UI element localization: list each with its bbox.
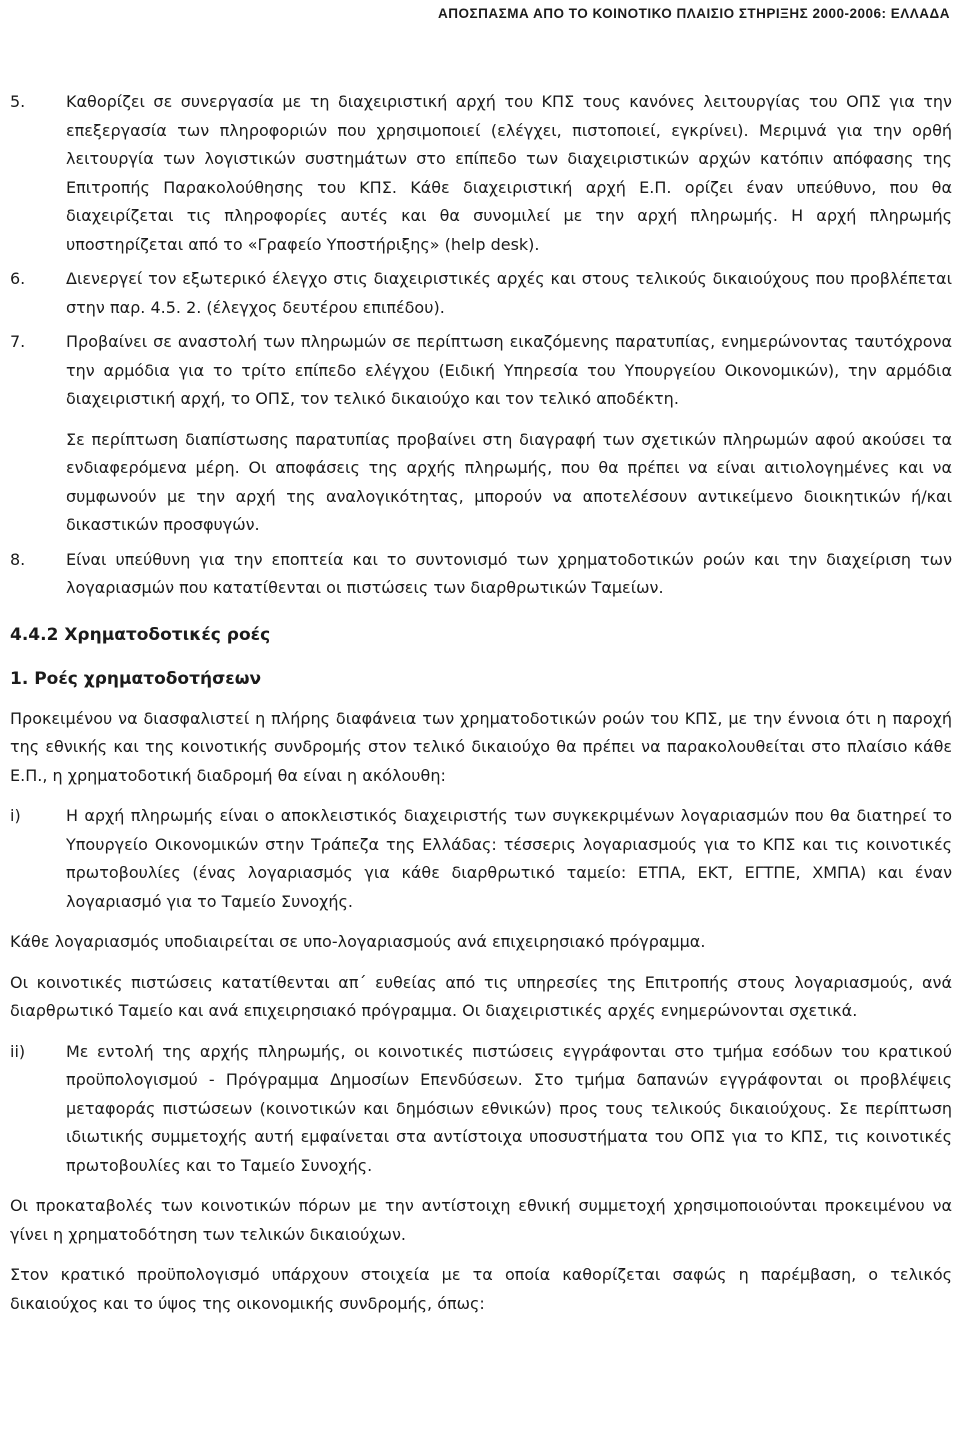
document-header: ΑΠΟΣΠΑΣΜΑ ΑΠΟ ΤΟ ΚΟΙΝΟΤΙΚΟ ΠΛΑΙΣΙΟ ΣΤΗΡΙΞΗΣ 2000-2006: ΕΛΛΑΔΑ — [438, 6, 950, 21]
paragraph: Στον κρατικό προϋπολογισμό υπάρχουν στοιχεία με τα οποία καθορίζεται σαφώς η παρέμβαση, ο τελικός δικαιούχος και το ύψος της οικονομικής συνδρομής, όπως: — [10, 1265, 952, 1313]
item-text: Διενεργεί τον εξωτερικό έλεγχο στις διαχειριστικές αρχές και στους τελικούς δικαιούχους που προβλέπεται στην παρ. 4.5. 2. (έλεγχος δευτέρου επιπέδου). — [66, 269, 952, 317]
roman-item-ii — [10, 1038, 952, 1181]
list-item-7 — [10, 328, 952, 414]
item-number: i) — [10, 806, 21, 825]
paragraph: Οι κοινοτικές πιστώσεις κατατίθενται απ΄ ευθείας από τις υπηρεσίες της Επιτροπής στους λογαριασμούς, ανά διαρθρωτικό Ταμείο και ανά επιχειρησιακό πρόγραμμα. Οι διαχειριστικές αρχές ενημερώνονται σχετικά. — [10, 972, 952, 1020]
section-heading: 4.4.2 Χρηματοδοτικές ροές — [10, 624, 271, 645]
item-text: Προβαίνει σε αναστολή των πληρωμών σε περίπτωση εικαζόμενης παρατυπίας, ενημερώνοντας ταυτόχρονα την αρμόδια για το τρίτο επίπεδο ελέγχου (Ειδική Υπηρεσία του Υπουργείου Οικονομικών), την αρμόδια διαχειριστική αρχή, το ΟΠΣ, τον τελικό δικαιούχο και τον τελικό αποδέκτη. — [66, 332, 952, 408]
item-text: Είναι υπεύθυνη για την εποπτεία και το συντονισμό των χρηματοδοτικών ροών και την διαχείριση των λογαριασμών που κατατίθενται οι πιστώσεις των διαρθρωτικών Ταμείων. — [66, 549, 952, 597]
item-text: Η αρχή πληρωμής είναι ο αποκλειστικός διαχειριστής των συγκεκριμένων λογαριασμών που θα διατηρεί το Υπουργείο Οικονομικών στην Τράπεζα της Ελλάδας: τέσσερις λογαριασμούς για το ΚΠΣ και τις κοινοτικές πρωτοβουλίες (ένας λογαριασμός για κάθε διαρθρωτικό ταμείο: ΕΤΠΑ, ΕΚΤ, ΕΓΤΠΕ, ΧΜΠΑ) και έναν λογαριασμό για το Ταμείο Συνοχής. — [66, 806, 952, 911]
intro-paragraph: Προκειμένου να διασφαλιστεί η πλήρης διαφάνεια των χρηματοδοτικών ροών του ΚΠΣ, με την έννοια ότι η παροχή της εθνικής και της κοινοτικής συνδρομής στον τελικό δικαιούχο θα πρέπει να παρακολουθείται στο πλαίσιο κάθε Ε.Π., η χρηματοδοτική διαδρομή θα είναι η ακόλουθη: — [10, 708, 952, 785]
item-text: Με εντολή της αρχής πληρωμής, οι κοινοτικές πιστώσεις εγγράφονται στο τμήμα εσόδων του κρατικού προϋπολογισμού - Πρόγραμμα Δημοσίων Επενδύσεων. Στο τμήμα δαπανών εγγράφονται οι προβλέψεις μεταφοράς πιστώσεων (κοινοτικών και δημόσιων εθνικών) προς τους τελικούς δικαιούχους. Σε περίπτωση ιδιωτικής συμμετοχής αυτή εμφαίνεται στα αντίστοιχα υποσυστήματα του ΟΠΣ για το ΚΠΣ, τις κοινοτικές πρωτοβουλίες και το Ταμείο Συνοχής. — [66, 1041, 952, 1175]
document-body — [10, 88, 952, 1318]
item-number: 6. — [10, 269, 26, 288]
item-number: 5. — [10, 92, 26, 111]
subsection-heading: 1. Ροές χρηματοδοτήσεων — [10, 668, 262, 689]
item-text: Καθορίζει σε συνεργασία με τη διαχειριστική αρχή του ΚΠΣ τους κανόνες λειτουργίας του ΟΠΣ για την επεξεργασία των πληροφοριών που χρησιμοποιεί (ελέγχει, πιστοποιεί, εγκρίνει). Μεριμνά για την ορθή λειτουργία των λογιστικών συστημάτων στο επίπεδο των διαχειριστικών αρχών κατόπιν απόφασης της Επιτροπής Παρακολούθησης του ΚΠΣ. Κάθε διαχειριστική αρχή Ε.Π. ορίζει έναν υπεύθυνο, που θα διαχειρίζεται τις πληροφορίες αυτές και θα συνομιλεί με την αρχή πληρωμής. Η αρχή πληρωμής υποστηρίζεται από το «Γραφείο Υποστήριξης» (help desk). — [66, 92, 952, 254]
item-number: 8. — [10, 549, 26, 569]
paragraph: Οι προκαταβολές των κοινοτικών πόρων με την αντίστοιχη εθνική συμμετοχή χρησιμοποιούνται προκειμένου να γίνει η χρηματοδότηση των τελικών δικαιούχων. — [10, 1196, 952, 1244]
item-number: ii) — [10, 1041, 26, 1061]
list-item-6 — [10, 265, 952, 322]
list-item-5 — [10, 88, 952, 259]
item-number: 7. — [10, 332, 26, 351]
list-item-8 — [10, 546, 952, 603]
item-7-subparagraph: Σε περίπτωση διαπίστωσης παρατυπίας προβαίνει στη διαγραφή των σχετικών πληρωμών αφού ακούσει τα ενδιαφερόμενα μέρη. Οι αποφάσεις της αρχής πληρωμής, που θα πρέπει να είναι αιτιολογημένες και να συμφωνούν με την αρχή της αναλογικότητας, μπορούν να αποτελέσουν αντικείμενο διοικητικών ή/και δικαστικών προσφυγών. — [66, 429, 952, 534]
paragraph: Κάθε λογαριασμός υποδιαιρείται σε υπο-λογαριασμούς ανά επιχειρησιακό πρόγραμμα. — [10, 932, 706, 951]
roman-item-i — [10, 802, 952, 916]
